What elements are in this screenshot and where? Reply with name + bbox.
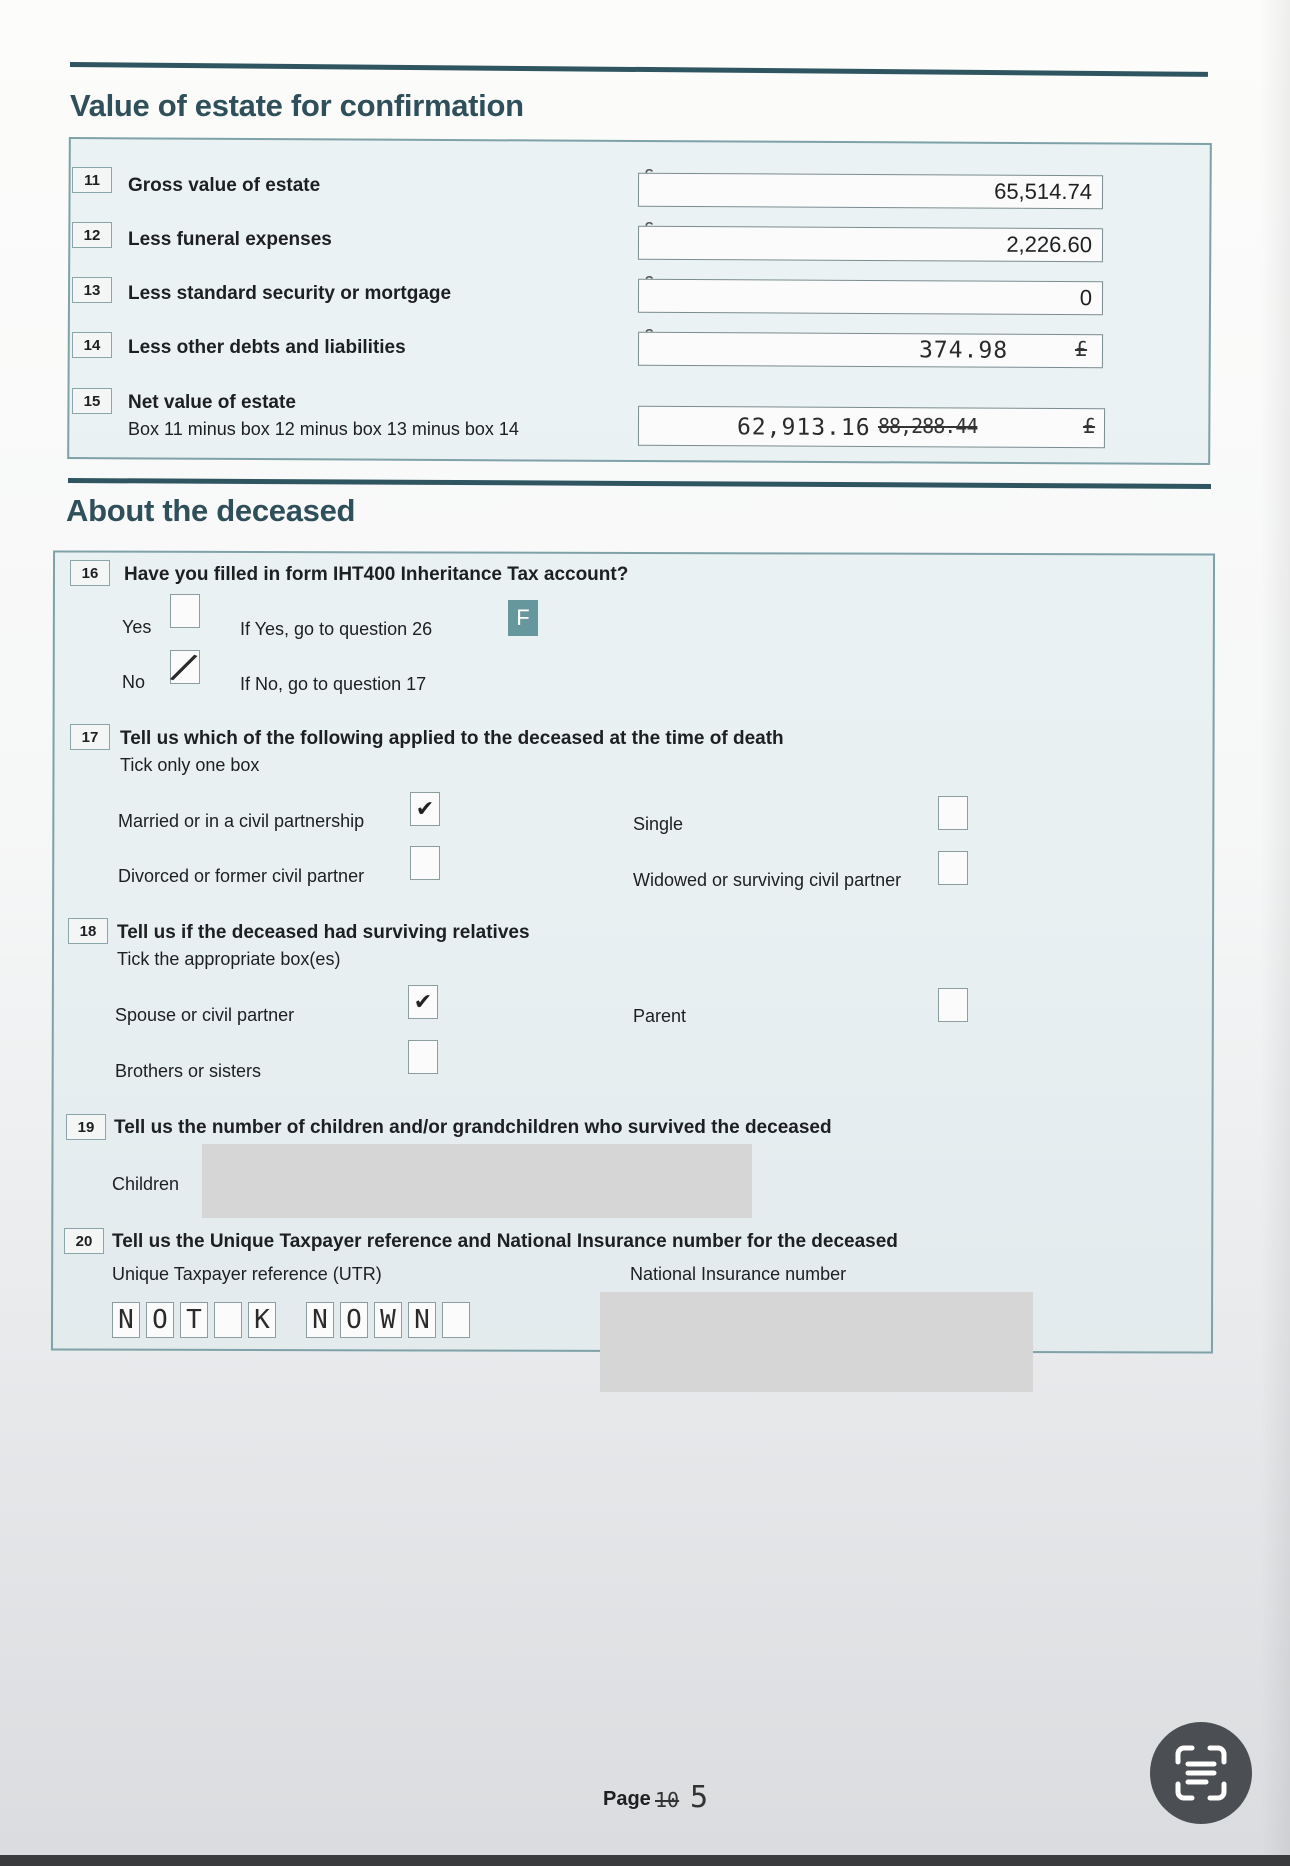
option-label: Married or in a civil partnership <box>118 811 365 831</box>
yes-checkbox[interactable] <box>170 594 200 628</box>
yes-label: Yes <box>122 617 152 637</box>
redacted-ni-field <box>600 1292 1033 1392</box>
section-title-deceased: About the deceased <box>66 493 356 528</box>
page-number: 5 <box>690 1780 709 1815</box>
question-number: 11 <box>72 167 112 193</box>
question-sublabel: Tick only one box <box>120 755 260 775</box>
utr-char-box[interactable]: K <box>248 1302 276 1338</box>
question-number: 18 <box>68 918 108 944</box>
option-label: Widowed or surviving civil partner <box>633 870 902 890</box>
tick-mark: / <box>166 642 204 692</box>
question-label: Tell us if the deceased had surviving relatives <box>117 922 530 943</box>
question-label: Tell us the number of children and/or grandchildren who survived the deceased <box>114 1117 832 1138</box>
utr-label: Unique Taxpayer reference (UTR) <box>112 1264 382 1284</box>
utr-char-box[interactable]: N <box>112 1302 140 1338</box>
handwritten-value: 62,913.16 <box>736 414 871 441</box>
row-label: Gross value of estate <box>128 175 321 196</box>
row-label: Less standard security or mortgage <box>128 283 452 304</box>
yes-note: If Yes, go to question 26 <box>240 619 433 639</box>
flag-badge: F <box>508 600 538 636</box>
utr-char-box[interactable]: N <box>306 1302 334 1338</box>
redacted-children-field <box>202 1144 752 1218</box>
spouse-checkbox[interactable] <box>408 985 438 1019</box>
bottom-edge <box>0 1855 1290 1866</box>
crossed-out-mark: £ <box>1083 414 1096 438</box>
funeral-expenses-field[interactable]: 2,226.60 <box>638 226 1103 262</box>
option-label: Spouse or civil partner <box>115 1005 295 1025</box>
divorced-checkbox[interactable] <box>410 846 440 880</box>
crossed-out-mark: 88,288.44 <box>878 414 978 438</box>
question-number: 12 <box>72 222 112 248</box>
ni-label: National Insurance number <box>630 1264 847 1284</box>
page-shadow <box>1260 0 1290 1855</box>
option-label: Parent <box>633 1006 687 1026</box>
page-label: Page <box>603 1788 651 1810</box>
utr-char-box[interactable]: T <box>180 1302 208 1338</box>
option-label: Divorced or former civil partner <box>118 866 365 886</box>
option-label: Single <box>633 814 684 834</box>
option-label: Brothers or sisters <box>115 1061 262 1081</box>
question-label: Tell us the Unique Taxpayer reference and National Insurance number for the deceased <box>112 1231 898 1252</box>
utr-char-box[interactable] <box>214 1302 242 1338</box>
question-label: Have you filled in form IHT400 Inheritance Tax account? <box>124 564 629 585</box>
row-sublabel: Box 11 minus box 12 minus box 13 minus box 14 <box>128 419 519 439</box>
crossed-out-mark: 10 <box>655 1788 680 1812</box>
single-checkbox[interactable] <box>938 796 968 830</box>
utr-char-box[interactable]: O <box>340 1302 368 1338</box>
crossed-out-mark: £ <box>1075 337 1088 361</box>
handwritten-value: 374.98 <box>918 337 1009 364</box>
row-label: Less funeral expenses <box>128 229 332 250</box>
question-number: 13 <box>72 277 112 303</box>
check-mark: ✔ <box>413 989 433 1014</box>
no-checkbox[interactable] <box>166 642 204 692</box>
question-number: 20 <box>64 1228 104 1254</box>
no-note: If No, go to question 17 <box>240 674 427 694</box>
other-debts-field[interactable] <box>638 332 1103 368</box>
parent-checkbox[interactable] <box>938 988 968 1022</box>
widowed-checkbox[interactable] <box>938 851 968 885</box>
utr-char-box[interactable]: W <box>374 1302 402 1338</box>
utr-char-box[interactable]: N <box>408 1302 436 1338</box>
utr-char-box[interactable] <box>442 1302 470 1338</box>
question-number: 16 <box>70 560 110 586</box>
question-number: 14 <box>72 332 112 358</box>
question-number: 17 <box>70 724 110 750</box>
row-label: Less other debts and liabilities <box>128 337 406 358</box>
check-mark: ✔ <box>415 796 435 821</box>
question-sublabel: Tick the appropriate box(es) <box>117 949 341 969</box>
row-label: Net value of estate <box>128 392 296 413</box>
married-checkbox[interactable] <box>410 792 440 826</box>
live-text-button[interactable] <box>1150 1722 1252 1824</box>
question-number: 15 <box>72 388 112 414</box>
text-scan-icon <box>1150 1722 1252 1824</box>
question-label: Tell us which of the following applied to the deceased at the time of death <box>120 728 784 749</box>
siblings-checkbox[interactable] <box>408 1040 438 1074</box>
mortgage-field[interactable]: 0 <box>638 279 1103 315</box>
gross-value-field[interactable]: 65,514.74 <box>638 173 1103 209</box>
no-label: No <box>122 672 146 692</box>
children-label: Children <box>112 1174 180 1194</box>
net-value-field[interactable] <box>638 406 1105 448</box>
section-title-estate: Value of estate for confirmation <box>70 88 524 123</box>
question-number: 19 <box>66 1114 106 1140</box>
utr-char-box[interactable]: O <box>146 1302 174 1338</box>
